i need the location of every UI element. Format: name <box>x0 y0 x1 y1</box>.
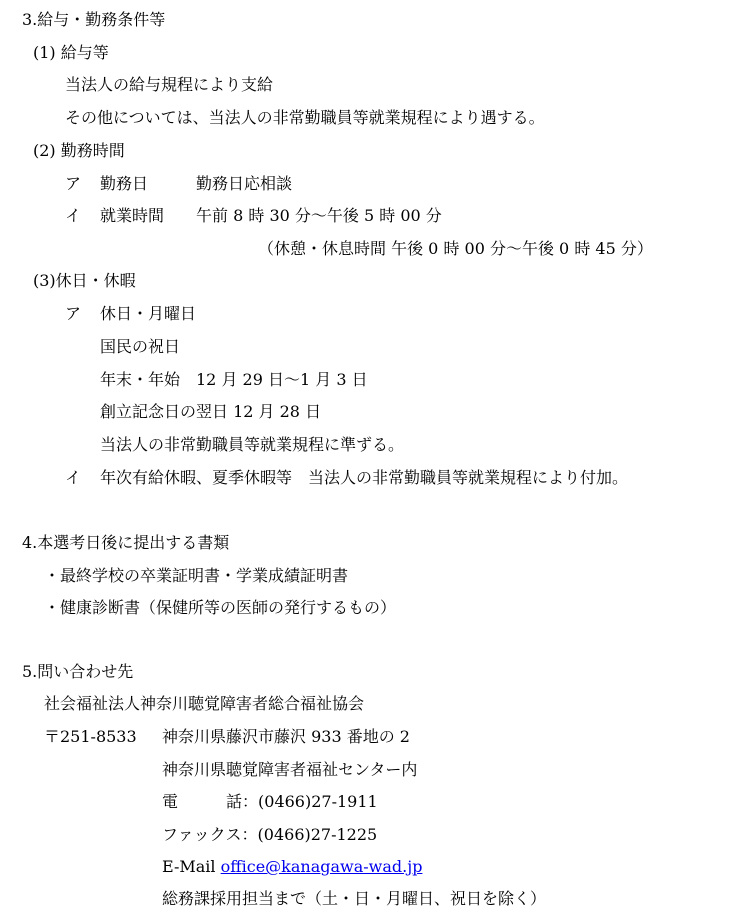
working-time-label: 就業時間 <box>100 206 165 225</box>
paid-leave-text: 年次有給休暇、夏季休暇等 当法人の非常勤職員等就業規程により付加。 <box>100 468 629 487</box>
working-time-row <box>65 206 442 226</box>
fax-number: (0466)27-1225 <box>257 825 378 844</box>
section-5-heading: 5.問い合わせ先 <box>22 662 134 681</box>
break-time: （休憩・休息時間 午後 0 時 00 分〜午後 0 時 45 分） <box>258 239 653 258</box>
phone-number: (0466)27-1911 <box>258 792 378 811</box>
holiday-item: 休日・月曜日 <box>100 304 197 323</box>
holidays-heading: (3)休日・休暇 <box>33 271 136 290</box>
work-days-label: 勤務日 <box>100 174 149 193</box>
work-days-value: 勤務日応相談 <box>196 174 293 193</box>
work-hours-heading: (2) 勤務時間 <box>33 141 125 160</box>
salary-heading: (1) 給与等 <box>33 43 109 62</box>
postal-code: 〒251-8533 <box>44 727 137 746</box>
email-label: E-Mail <box>162 857 221 876</box>
organization-name: 社会福祉法人神奈川聴覚障害者総合福祉協会 <box>44 694 365 713</box>
work-days-row <box>65 174 293 194</box>
working-time-marker: イ <box>65 206 82 225</box>
holidays-a-marker: ア <box>65 304 82 323</box>
address-line-2: 神奈川県聴覚障害者福祉センター内 <box>162 760 418 779</box>
fax-row <box>162 825 377 845</box>
address-line-1: 神奈川県藤沢市藤沢 933 番地の 2 <box>162 727 410 746</box>
phone-row <box>162 792 378 812</box>
holiday-item: 当法人の非常勤職員等就業規程に準ずる。 <box>100 435 405 454</box>
holidays-b-marker: イ <box>65 468 82 487</box>
email-link[interactable]: office@kanagawa-wad.jp <box>220 857 423 876</box>
section-3-heading: 3.給与・勤務条件等 <box>22 10 166 29</box>
holiday-item: 創立記念日の翌日 12 月 28 日 <box>100 402 322 421</box>
working-time-value: 午前 8 時 30 分〜午後 5 時 00 分 <box>196 206 442 225</box>
contact-note: 総務課採用担当まで（土・日・月曜日、祝日を除く） <box>162 889 547 908</box>
salary-line-1: 当法人の給与規程により支給 <box>65 75 274 94</box>
work-days-marker: ア <box>65 174 82 193</box>
email-row <box>162 857 422 877</box>
document-item: ・最終学校の卒業証明書・学業成績証明書 <box>44 566 349 585</box>
salary-line-2: その他については、当法人の非常勤職員等就業規程により遇する。 <box>65 108 545 127</box>
fax-label: ファックス： <box>162 825 258 844</box>
section-4-heading: 4.本選考日後に提出する書類 <box>22 533 230 552</box>
holiday-item: 年末・年始 12 月 29 日〜1 月 3 日 <box>100 370 368 389</box>
holiday-item: 国民の祝日 <box>100 337 181 356</box>
phone-label: 電 話： <box>162 792 259 811</box>
document-item: ・健康診断書（保健所等の医師の発行するもの） <box>44 598 397 617</box>
